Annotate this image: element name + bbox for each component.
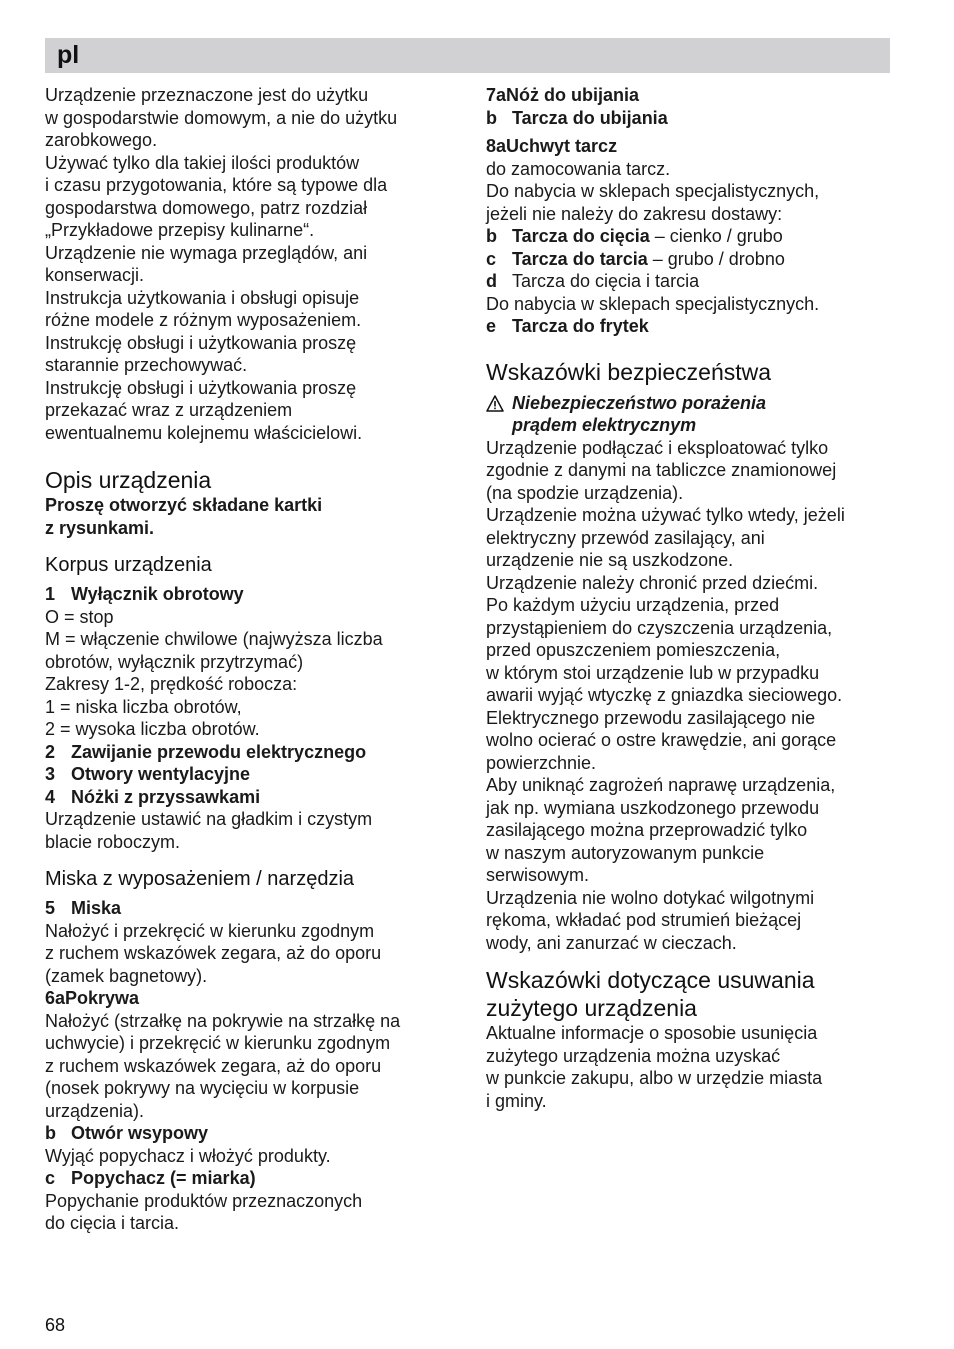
text-line: Wyjąć popychacz i włożyć produkty. bbox=[45, 1145, 331, 1166]
safety-text bbox=[486, 437, 896, 955]
opis-subheading: z rysunkami. bbox=[45, 517, 155, 538]
text-line: w naszym autoryzowanym punkcie bbox=[486, 842, 765, 863]
warning-line: prądem elektrycznym bbox=[512, 415, 697, 435]
text-line: z ruchem wskazówek zegara, aż do oporu bbox=[45, 943, 382, 963]
item-label: Miska bbox=[71, 898, 122, 918]
item-label: Nóżki z przyssawkami bbox=[71, 786, 261, 807]
section-heading-disposal bbox=[486, 966, 896, 1022]
language-header-bar bbox=[45, 38, 890, 73]
right-column bbox=[486, 84, 896, 1112]
text-line: konserwacji. bbox=[45, 265, 145, 285]
item-number: 6a bbox=[45, 988, 66, 1008]
text-line: Urządzenie przeznaczone jest do użytku bbox=[45, 85, 369, 105]
text-line: Elektrycznego przewodu zasilającego nie bbox=[486, 707, 816, 728]
text-line: zgodnie z danymi na tabliczce znamionowej bbox=[486, 460, 837, 480]
text-line: 2 = wysoka liczba obrotów. bbox=[45, 719, 260, 739]
item-8b bbox=[486, 225, 896, 248]
item-7a bbox=[486, 84, 896, 107]
item-8d bbox=[486, 270, 896, 293]
item-7b bbox=[486, 107, 896, 130]
item-label: Tarcza do tarcia bbox=[512, 248, 648, 269]
text-line: gospodarstwa domowego, patrz rozdział bbox=[45, 197, 368, 218]
item-5 bbox=[45, 897, 465, 920]
text-line: obrotów, wyłącznik przytrzymać) bbox=[45, 651, 304, 672]
text-line: w gospodarstwie domowym, a nie do użytku bbox=[45, 107, 398, 128]
language-code: pl bbox=[57, 41, 80, 69]
text-line: w którym stoi urządzenie lub w przypadku bbox=[486, 662, 820, 683]
text-line: Urządzenie nie wymaga przeglądów, ani bbox=[45, 242, 368, 263]
text-line: Aby uniknąć zagrożeń naprawę urządzenia, bbox=[486, 775, 836, 795]
item-number: 7a bbox=[486, 85, 507, 105]
text-line: (nosek pokrywy na wycięciu w korpusie bbox=[45, 1078, 360, 1098]
section-heading-opis: Opis urządzenia bbox=[45, 467, 212, 493]
item-label: Tarcza do cięcia bbox=[512, 226, 650, 246]
text-line: jeżeli nie należy do zakresu dostawy: bbox=[486, 203, 783, 224]
text-line: Urządzenie należy chronić przed dziećmi. bbox=[486, 572, 819, 593]
text-line: Popychanie produktów przeznaczonych bbox=[45, 1190, 363, 1211]
item-label: Pokrywa bbox=[65, 988, 140, 1008]
item-4 bbox=[45, 786, 465, 809]
section-heading-miska: Miska z wyposażeniem / narzędzia bbox=[45, 868, 355, 890]
text-line: Zakresy 1-2, prędkość robocza: bbox=[45, 674, 298, 694]
item-label: Popychacz (= miarka) bbox=[71, 1168, 256, 1188]
item-number: c bbox=[45, 1168, 56, 1188]
item-label: Tarcza do ubijania bbox=[512, 107, 668, 128]
text-line: awarii wyjąć wtyczkę z gniazdka sieciowego. bbox=[486, 685, 843, 705]
item-number: c bbox=[486, 248, 497, 269]
text-line: „Przykładowe przepisy kulinarne“. bbox=[45, 220, 315, 240]
text-line: Używać tylko dla takiej ilości produktów bbox=[45, 152, 360, 173]
item-2 bbox=[45, 741, 465, 764]
text-line: przed opuszczeniem pomieszczenia, bbox=[486, 640, 781, 660]
electric-shock-warning bbox=[486, 392, 896, 437]
text-line: przekazać wraz z urządzeniem bbox=[45, 400, 293, 420]
text-line: różne modele z różnym wyposażeniem. bbox=[45, 310, 362, 330]
item-6c bbox=[45, 1167, 465, 1190]
item-number: 4 bbox=[45, 786, 56, 807]
text-line: uchwycie) i przekręcić w kierunku zgodnym bbox=[45, 1033, 391, 1053]
text-line: zarobkowego. bbox=[45, 130, 158, 150]
warning-line: Niebezpieczeństwo porażenia bbox=[512, 392, 767, 413]
item-8c bbox=[486, 248, 896, 271]
text-line: M = włączenie chwilowe (najwyższa liczba bbox=[45, 629, 383, 649]
item-label: Tarcza do cięcia i tarcia bbox=[512, 271, 700, 291]
text-line: i czasu przygotowania, które są typowe dla bbox=[45, 175, 388, 195]
warning-triangle-icon bbox=[486, 392, 512, 437]
text-line: Urządzenie można używać tylko wtedy, jeżeli bbox=[486, 505, 845, 525]
item-number: b bbox=[486, 226, 497, 246]
text-line: 1 = niska liczba obrotów, bbox=[45, 696, 242, 717]
item-number: b bbox=[45, 1123, 56, 1143]
text-line: Instrukcję obsługi i użytkowania proszę bbox=[45, 377, 357, 398]
text-line: Urządzenie podłączać i eksploatować tylko bbox=[486, 437, 829, 458]
text-line: do cięcia i tarcia. bbox=[45, 1213, 180, 1233]
text-line: Do nabycia w sklepach specjalistycznych. bbox=[486, 293, 820, 314]
item-label: Tarcza do frytek bbox=[512, 316, 649, 336]
text-line: jak np. wymiana uszkodzonego przewodu bbox=[486, 797, 820, 818]
heading-line: zużytego urządzenia bbox=[486, 995, 697, 1021]
text-line: elektryczny przewód zasilający, ani bbox=[486, 527, 765, 548]
text-line: Nałożyć i przekręcić w kierunku zgodnym bbox=[45, 920, 375, 941]
text-line: Po każdym użyciu urządzenia, przed bbox=[486, 595, 780, 615]
item-label: Uchwyt tarcz bbox=[506, 136, 618, 156]
text-line: urządzenie nie są uszkodzone. bbox=[486, 550, 734, 570]
text-line: O = stop bbox=[45, 606, 114, 627]
text-line: zużytego urządzenia można uzyskać bbox=[486, 1045, 781, 1066]
text-line: z ruchem wskazówek zegara, aż do oporu bbox=[45, 1055, 382, 1076]
text-line: serwisowym. bbox=[486, 865, 590, 885]
text-line: ewentualnemu kolejnemu właścicielowi. bbox=[45, 422, 363, 443]
item-1 bbox=[45, 583, 465, 606]
item-6a bbox=[45, 987, 465, 1010]
item-number: d bbox=[486, 271, 497, 291]
left-column bbox=[45, 84, 465, 1235]
item-number: 3 bbox=[45, 764, 56, 784]
text-line: Urządzenie ustawić na gładkim i czystym bbox=[45, 809, 373, 829]
text-line: wody, ani zanurzać w cieczach. bbox=[486, 932, 737, 953]
text-line: blacie roboczym. bbox=[45, 831, 181, 852]
text-line: wolno ocierać o ostre krawędzie, ani gorące bbox=[486, 730, 837, 750]
item-label: Otwór wsypowy bbox=[71, 1123, 209, 1143]
item-label: Otwory wentylacyjne bbox=[71, 764, 251, 784]
item-detail: – grubo / drobno bbox=[647, 248, 785, 269]
text-line: powierzchnie. bbox=[486, 752, 597, 773]
page-number: 68 bbox=[45, 1315, 66, 1335]
section-heading-korpus: Korpus urządzenia bbox=[45, 554, 212, 576]
text-line: starannie przechowywać. bbox=[45, 355, 248, 375]
section-heading-safety: Wskazówki bezpieczeństwa bbox=[486, 358, 772, 385]
text-line: (zamek bagnetowy). bbox=[45, 965, 208, 986]
text-line: przystąpieniem do czyszczenia urządzenia, bbox=[486, 617, 833, 638]
text-line: rękoma, wkładać pod strumień bieżącej bbox=[486, 910, 802, 930]
item-8e bbox=[486, 315, 896, 338]
intro-text bbox=[45, 84, 465, 444]
item-label: Zawijanie przewodu elektrycznego bbox=[71, 741, 367, 762]
text-line: Instrukcja użytkowania i obsługi opisuje bbox=[45, 287, 360, 308]
heading-line: Wskazówki dotyczące usuwania bbox=[486, 967, 815, 993]
item-number: b bbox=[486, 107, 497, 128]
item-number: 2 bbox=[45, 741, 56, 762]
item-8a bbox=[486, 135, 896, 158]
item-3 bbox=[45, 763, 465, 786]
item-6b bbox=[45, 1122, 465, 1145]
text-line: zasilającego można przeprowadzić tylko bbox=[486, 820, 808, 840]
item-number: e bbox=[486, 316, 497, 336]
text-line: Aktualne informacje o sposobie usunięcia bbox=[486, 1023, 818, 1043]
text-line: Urządzenia nie wolno dotykać wilgotnymi bbox=[486, 887, 815, 908]
opis-subheading: Proszę otworzyć składane kartki bbox=[45, 495, 323, 515]
text-line: i gminy. bbox=[486, 1090, 547, 1111]
text-line: Do nabycia w sklepach specjalistycznych, bbox=[486, 181, 820, 201]
item-number: 8a bbox=[486, 136, 507, 156]
text-line: urządzenia). bbox=[45, 1100, 145, 1121]
text-line: do zamocowania tarcz. bbox=[486, 158, 671, 179]
text-line: Nałożyć (strzałkę na pokrywie na strzałkę na bbox=[45, 1010, 401, 1031]
text-line: Instrukcję obsługi i użytkowania proszę bbox=[45, 332, 357, 353]
item-number: 1 bbox=[45, 584, 56, 604]
text-line: w punkcie zakupu, albo w urzędzie miasta bbox=[486, 1068, 823, 1088]
text-line: (na spodzie urządzenia). bbox=[486, 482, 684, 503]
item-label: Wyłącznik obrotowy bbox=[71, 584, 244, 604]
item-detail: – cienko / grubo bbox=[649, 226, 783, 246]
item-number: 5 bbox=[45, 898, 56, 918]
item-label: Nóż do ubijania bbox=[506, 85, 640, 105]
